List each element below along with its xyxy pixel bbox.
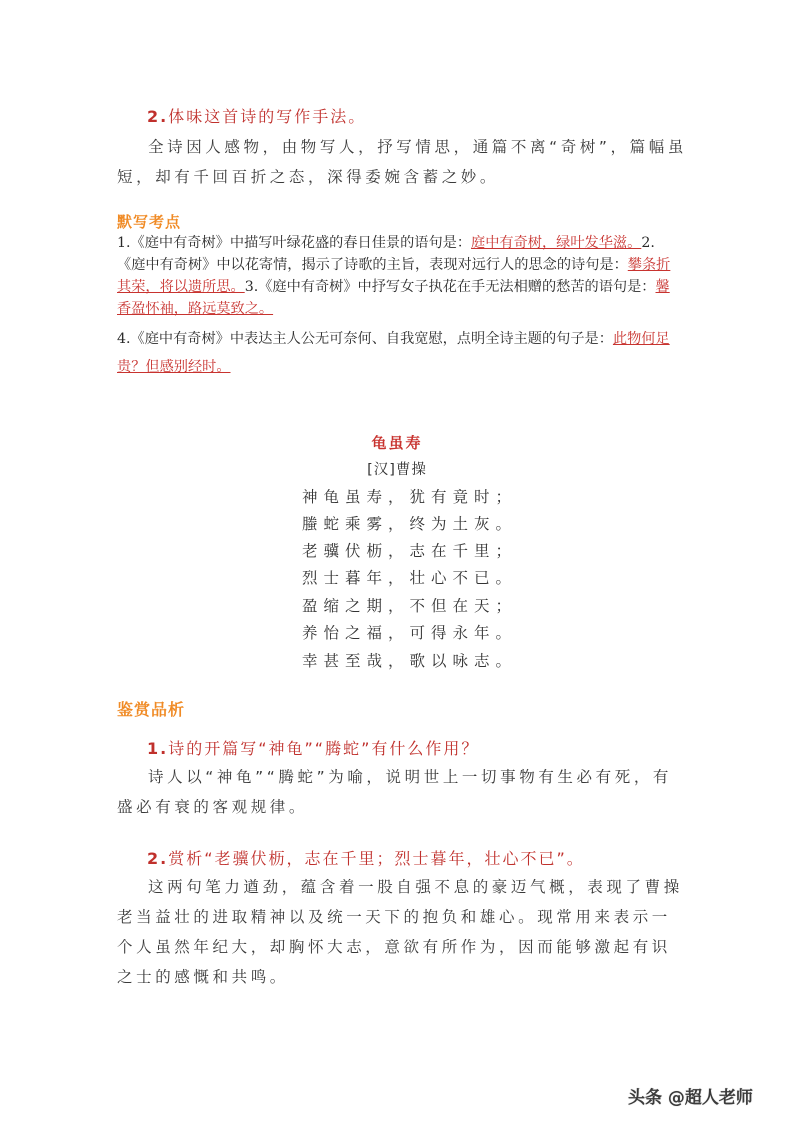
dictation-block	[117, 232, 683, 320]
poem-line: 神龟虽寿，犹有竟时；	[302, 488, 518, 506]
poem-line: 幸甚至哉，歌以咏志。	[302, 652, 518, 670]
dictation-item-4-answer: 此物何足贵？但感别经时。	[117, 331, 670, 375]
question-2-answer: 全诗因人感物，由物写人，抒写情思，通篇不离“奇树”，篇幅虽短，却有千回百折之态，深得委婉含蓄之妙。	[117, 138, 687, 186]
question-number: 2.	[147, 849, 169, 868]
poem-line: 老骥伏枥，志在千里；	[302, 542, 518, 560]
poem-author: [汉]曹操	[367, 462, 427, 478]
dictation-item-2-answer: 攀条折其荣，将以遗所思。	[117, 257, 671, 295]
appreciation-question-1-answer: 诗人以“神龟”“腾蛇”为喻，说明世上一切事物有生必有死，有盛必有衰的客观规律。	[117, 768, 673, 816]
question-2-title	[147, 104, 366, 127]
question-text: 体味这首诗的写作手法。	[168, 107, 367, 126]
appreciation-question-2-title	[147, 846, 585, 869]
dictation-item-3-answer: 馨香盈怀袖，路远莫致之。	[117, 279, 670, 317]
dictation-item-4	[117, 325, 683, 381]
poem-line: 养怡之福，可得永年。	[302, 624, 518, 642]
dictation-item-2-prefix: 2.《庭中有奇树》中以花寄情，揭示了诗歌的主旨，表现对远行人的思念的诗句是：	[117, 235, 655, 273]
poem-line: 烈士暮年，壮心不已。	[302, 569, 518, 587]
question-text: 赏析“老骥伏枥，志在千里；烈士暮年，壮心不已”。	[168, 849, 585, 868]
appreciation-question-2-answer: 这两句笔力遒劲，蕴含着一股自强不息的豪迈气概，表现了曹操老当益壮的进取精神以及统一天下的抱负和雄心。现常用来表示一个人虽然年纪大，却胸怀大志，意欲有所作为，因而能够激起有识之士的感慨和共鸣。	[117, 878, 683, 986]
dictation-item-1-answer: 庭中有奇树，绿叶发华滋。	[471, 235, 642, 251]
poem-title: 龟虽寿	[371, 434, 423, 452]
dictation-item-3-prefix: 3.《庭中有奇树》中抒写女子执花在手无法相赠的愁苦的语句是：	[244, 279, 656, 295]
poem-line: 盈缩之期，不但在天；	[302, 597, 518, 615]
watermark: 头条 @超人老师	[628, 1088, 753, 1108]
dictation-item-4-prefix: 4.《庭中有奇树》中表达主人公无可奈何、自我宽慰，点明全诗主题的句子是：	[117, 331, 613, 347]
dictation-heading: 默写考点	[117, 213, 182, 231]
appreciation-heading: 鉴赏品析	[117, 700, 186, 719]
question-text: 诗的开篇写“神龟”“腾蛇”有什么作用？	[168, 739, 480, 758]
poem-line: 螣蛇乘雾，终为土灰。	[302, 515, 518, 533]
appreciation-question-1-title	[147, 736, 479, 759]
question-number: 1.	[147, 739, 169, 758]
dictation-item-1-prefix: 1.《庭中有奇树》中描写叶绿花盛的春日佳景的语句是：	[117, 235, 472, 251]
question-number: 2.	[147, 107, 169, 126]
